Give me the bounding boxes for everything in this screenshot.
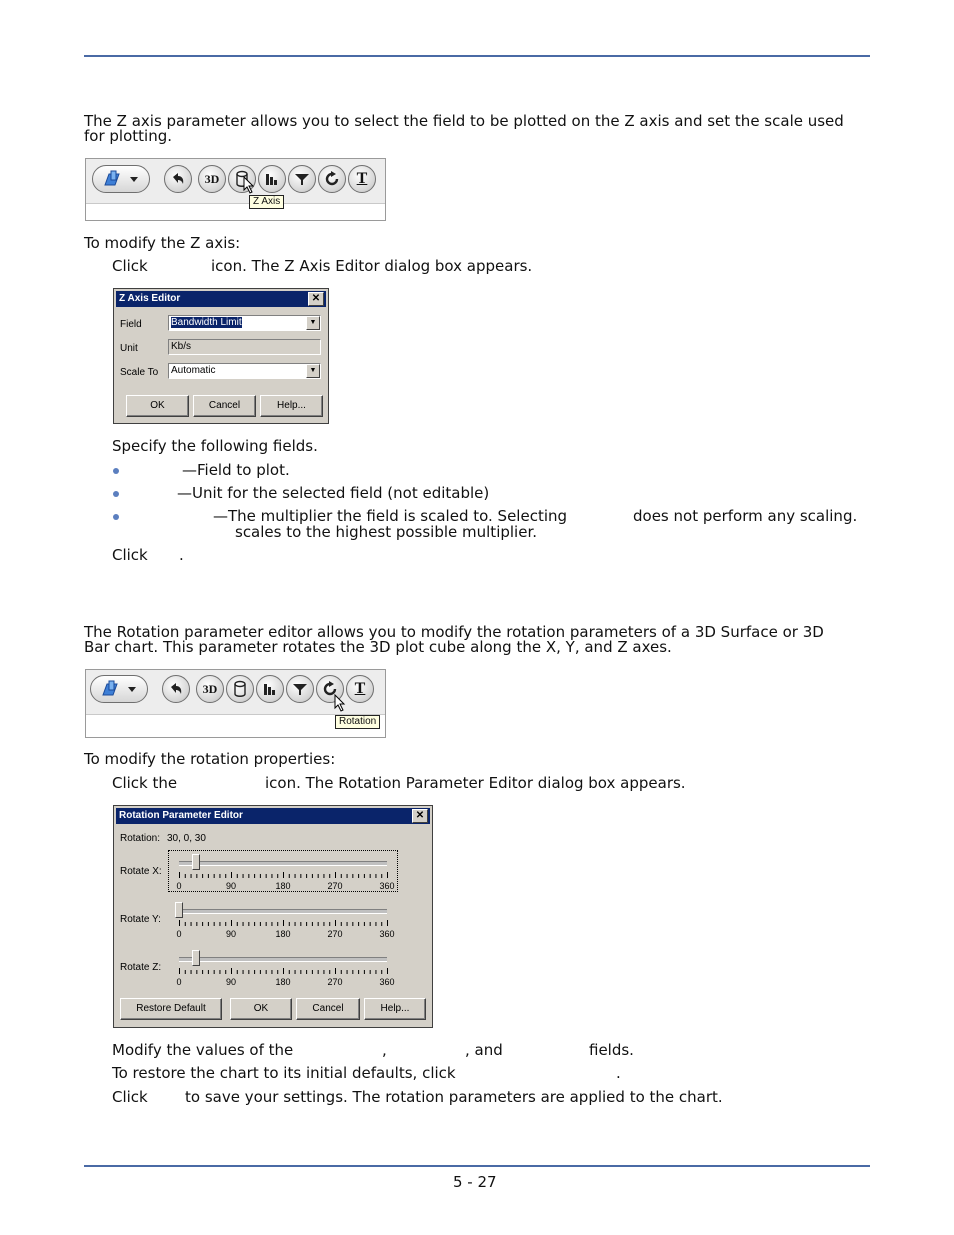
tick-label: 270 (327, 977, 343, 987)
slider-ticks (177, 968, 389, 976)
cancel-button[interactable]: Cancel (296, 998, 360, 1020)
tick-label: 90 (225, 977, 237, 987)
zaxis-intro-line2: for plotting. (84, 127, 172, 145)
rotate-z-slider[interactable] (176, 950, 395, 990)
tick-label: 360 (379, 929, 395, 939)
chart-type-dropdown[interactable] (92, 165, 150, 193)
footer-rule (84, 1165, 870, 1167)
scale-to-label: Scale To (120, 367, 159, 378)
rotate-x-label: Rotate X: (120, 866, 162, 877)
rotation-label: Rotation: (120, 833, 161, 844)
scale-to-select[interactable] (168, 363, 321, 379)
rotation-step-modify-a: Modify the values of the (112, 1041, 294, 1059)
bar-chart-icon (262, 681, 278, 697)
bar-chart-icon (264, 171, 280, 187)
z-axis-button[interactable] (226, 675, 254, 703)
cursor-arrow-icon (243, 176, 255, 194)
rotation-toolbar-screenshot (85, 669, 386, 738)
page-number: 5 - 27 (453, 1173, 497, 1191)
text-icon: T (356, 170, 368, 187)
chart-type-dropdown[interactable] (90, 675, 148, 703)
chevron-down-icon[interactable]: ▼ (306, 316, 320, 330)
bullet2-text: —Unit for the selected field (not editable) (177, 484, 490, 502)
close-icon[interactable]: ✕ (412, 809, 428, 823)
rotation-value: 30, 0, 30 (167, 833, 206, 844)
tick-label: 90 (225, 929, 237, 939)
zaxis-step1-rest: icon. The Z Axis Editor dialog box appears. (211, 257, 533, 275)
bullet-dot (113, 514, 119, 520)
rotation-button[interactable] (318, 165, 346, 193)
tick-label: 360 (379, 881, 395, 891)
rotation-step-save-rest: to save your settings. The rotation parameters are applied to the chart. (185, 1088, 723, 1106)
chevron-down-icon[interactable]: ▼ (306, 364, 320, 378)
help-button[interactable]: Help... (260, 395, 323, 417)
rotation-step-modify-fields: fields. (589, 1041, 634, 1059)
zaxis-tooltip: Z Axis (249, 195, 284, 209)
rotation-step1-click: Click the (112, 774, 178, 792)
filter-icon (294, 171, 310, 187)
restore-default-button[interactable]: Restore Default (120, 998, 222, 1020)
slider-track[interactable] (179, 861, 387, 866)
text-button[interactable] (348, 165, 376, 193)
undo-button[interactable] (162, 675, 190, 703)
3d-icon: 3D (204, 171, 220, 186)
bullet3-text-b: does not perform any scaling. (633, 507, 858, 525)
3d-button[interactable] (198, 165, 226, 193)
scale-to-value: Automatic (171, 365, 216, 376)
close-icon[interactable]: ✕ (308, 292, 324, 306)
tick-label: 270 (327, 881, 343, 891)
slider-track[interactable] (179, 909, 387, 914)
rotation-intro-line1: The Rotation parameter editor allows you to modify the rotation parameters of a 3D Surface or 3D (84, 623, 824, 641)
field-select-value: Bandwidth Limit (171, 317, 242, 328)
rotation-tooltip: Rotation (335, 715, 380, 729)
rotation-step-restore-dot: . (616, 1064, 621, 1082)
rotation-step-save-click: Click (112, 1088, 148, 1106)
rotation-step-modify-comma: , (382, 1041, 387, 1059)
3d-icon: 3D (202, 681, 218, 696)
undo-icon (170, 171, 186, 187)
zaxis-step1-click: Click (112, 257, 148, 275)
text-button[interactable] (346, 675, 374, 703)
rotation-modify-heading: To modify the rotation properties: (84, 750, 336, 768)
bar-chart-button[interactable] (256, 675, 284, 703)
unit-field: Kb/s (168, 339, 321, 355)
filter-button[interactable] (286, 675, 314, 703)
specify-fields: Specify the following fields. (112, 437, 318, 455)
rotate-x-slider[interactable] (176, 854, 395, 894)
rotate-y-slider[interactable] (176, 902, 395, 942)
zaxis-click-dot: . (179, 546, 184, 564)
ok-button[interactable]: OK (230, 998, 292, 1020)
z-axis-icon (232, 680, 248, 698)
rotation-step-restore: To restore the chart to its initial defaults, click (112, 1064, 456, 1082)
bullet1-text: —Field to plot. (182, 461, 290, 479)
text-icon: T (354, 680, 366, 697)
help-button[interactable]: Help... (364, 998, 426, 1020)
rotation-step1-rest: icon. The Rotation Parameter Editor dialog box appears. (265, 774, 686, 792)
bullet3-text-c: scales to the highest possible multiplier. (235, 523, 537, 541)
tick-label: 180 (275, 881, 291, 891)
tick-label: 90 (225, 881, 237, 891)
zaxis-modify-heading: To modify the Z axis: (84, 234, 241, 252)
filter-icon (292, 681, 308, 697)
tick-label: 0 (176, 881, 182, 891)
slider-thumb[interactable] (192, 950, 200, 966)
rotation-editor-dialog (113, 805, 433, 1028)
z-axis-editor-title: Z Axis Editor ✕ (116, 291, 326, 307)
slider-ticks (177, 872, 389, 880)
bullet3-text-a: —The multiplier the field is scaled to. Selecting (213, 507, 568, 525)
undo-button[interactable] (164, 165, 192, 193)
bullet-dot (113, 468, 119, 474)
cancel-button[interactable]: Cancel (193, 395, 256, 417)
slider-track[interactable] (179, 957, 387, 962)
unit-label: Unit (120, 343, 138, 354)
field-label: Field (120, 319, 142, 330)
tick-label: 180 (275, 929, 291, 939)
filter-button[interactable] (288, 165, 316, 193)
slider-thumb[interactable] (175, 902, 183, 918)
ok-button[interactable]: OK (126, 395, 189, 417)
zaxis-click-ok: Click (112, 546, 148, 564)
tick-label: 0 (176, 929, 182, 939)
undo-icon (168, 681, 184, 697)
bullet-dot (113, 491, 119, 497)
rotation-icon (323, 170, 341, 188)
chart-type-icon (91, 676, 149, 702)
3d-button[interactable] (196, 675, 224, 703)
tick-label: 180 (275, 977, 291, 987)
rotation-editor-title: Rotation Parameter Editor ✕ (116, 808, 430, 824)
bar-chart-button[interactable] (258, 165, 286, 193)
tick-label: 270 (327, 929, 343, 939)
chart-type-icon (93, 166, 151, 192)
cursor-arrow-icon (334, 694, 346, 712)
rotation-intro-line2: Bar chart. This parameter rotates the 3D plot cube along the X, Y, and Z axes. (84, 638, 672, 656)
z-axis-editor-dialog (113, 288, 329, 424)
tick-label: 0 (176, 977, 182, 987)
rotation-step-modify-and: , and (465, 1041, 503, 1059)
tick-label: 360 (379, 977, 395, 987)
zaxis-toolbar-screenshot (85, 158, 386, 221)
slider-thumb[interactable] (192, 854, 200, 870)
rotate-y-label: Rotate Y: (120, 914, 161, 925)
slider-ticks (177, 920, 389, 928)
field-select[interactable] (168, 315, 321, 331)
header-rule (84, 55, 870, 57)
rotate-z-label: Rotate Z: (120, 962, 162, 973)
zaxis-intro-line1: The Z axis parameter allows you to select the field to be plotted on the Z axis and set the scale used (84, 112, 844, 130)
